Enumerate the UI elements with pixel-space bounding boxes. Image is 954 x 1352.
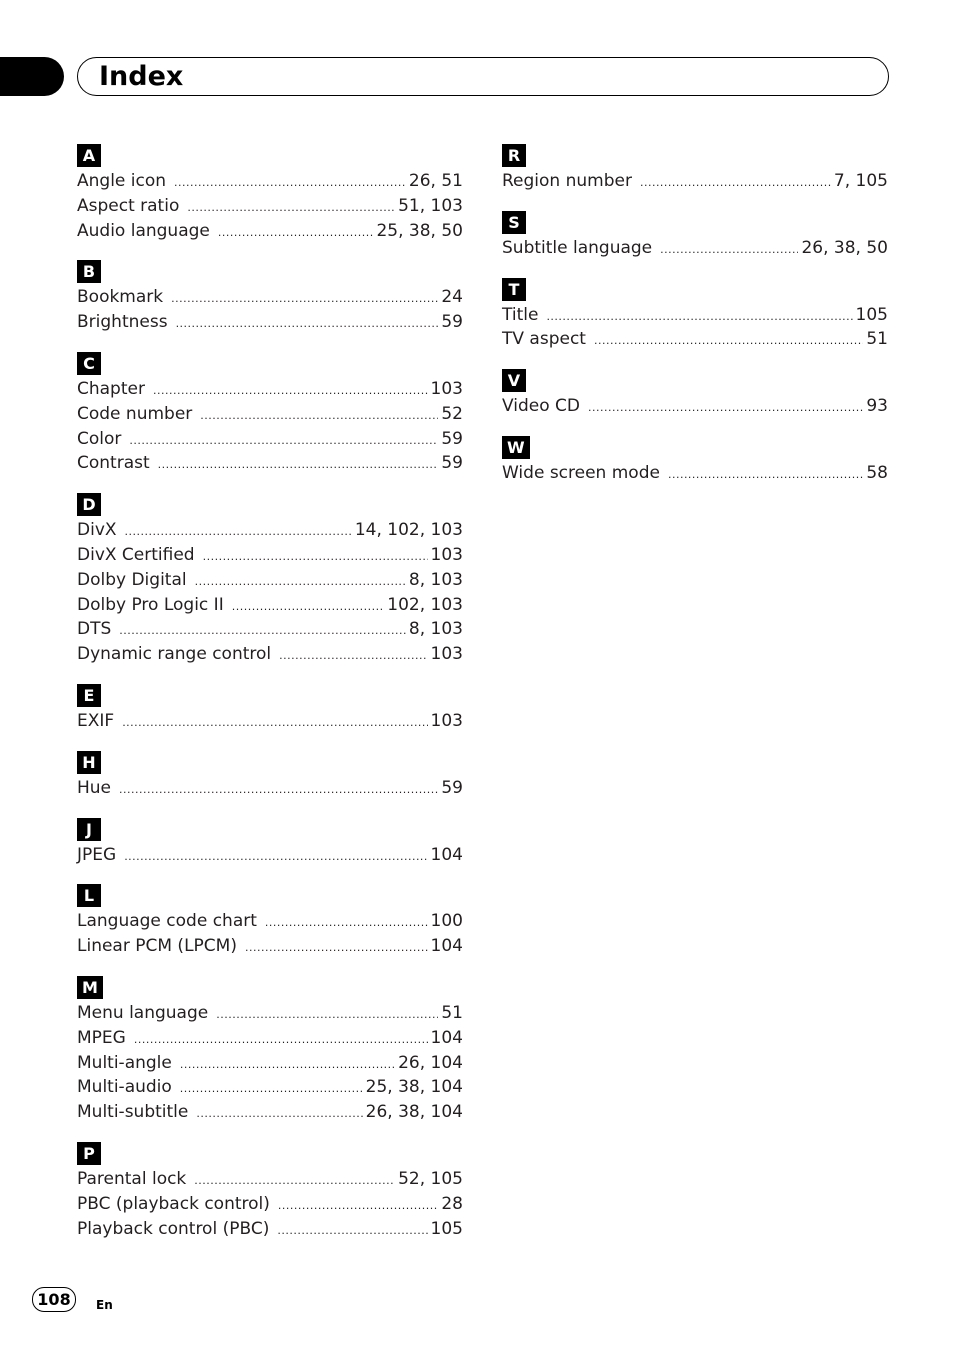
entry-pages: 103 — [430, 378, 463, 399]
dot-leader — [277, 1219, 427, 1243]
entry-pages: 104 — [430, 936, 463, 957]
entry-pages: 52 — [441, 403, 463, 424]
index-entry — [77, 403, 463, 428]
index-entry — [77, 286, 463, 311]
entry-term: Language code chart — [77, 911, 257, 932]
dot-leader — [125, 520, 352, 544]
section-letter: L — [77, 884, 101, 907]
entry-pages: 26, 38, 50 — [801, 237, 888, 258]
index-entry — [77, 935, 463, 960]
index-section-m — [77, 976, 463, 1126]
entry-pages: 24 — [441, 287, 463, 308]
index-entry — [502, 304, 888, 329]
index-entry — [502, 328, 888, 353]
index-entry — [77, 1027, 463, 1052]
dot-leader — [588, 396, 863, 420]
dot-leader — [119, 619, 406, 643]
index-section-t — [502, 278, 888, 354]
dot-leader — [129, 429, 438, 453]
entry-pages: 8, 103 — [408, 619, 463, 640]
entry-pages: 105 — [855, 304, 888, 325]
dot-leader — [203, 545, 428, 569]
entry-term: Multi-angle — [77, 1052, 172, 1073]
index-entry — [77, 195, 463, 220]
entry-pages: 14, 102, 103 — [354, 520, 463, 541]
index-column-right — [502, 144, 888, 503]
entry-pages: 103 — [430, 544, 463, 565]
index-section-h — [77, 751, 463, 802]
entry-term: Color — [77, 428, 122, 449]
dot-leader — [265, 911, 428, 935]
dot-leader — [200, 404, 438, 428]
entry-pages: 26, 104 — [398, 1052, 463, 1073]
header-tab-block — [0, 57, 64, 96]
page-title: Index — [99, 61, 184, 92]
dot-leader — [122, 711, 427, 735]
index-entry — [502, 170, 888, 195]
dot-leader — [594, 329, 863, 353]
dot-leader — [187, 196, 395, 220]
entry-term: Multi-audio — [77, 1077, 172, 1098]
index-entry — [77, 569, 463, 594]
entry-pages: 28 — [441, 1193, 463, 1214]
entry-term: Code number — [77, 403, 193, 424]
dot-leader — [174, 171, 406, 195]
index-section-e — [77, 684, 463, 735]
index-entry — [77, 170, 463, 195]
entry-pages: 103 — [430, 644, 463, 665]
entry-pages: 7, 105 — [833, 171, 888, 191]
entry-pages: 93 — [866, 396, 888, 417]
index-section-d — [77, 493, 463, 668]
entry-term: Audio language — [77, 220, 210, 241]
dot-leader — [279, 644, 427, 668]
entry-term: MPEG — [77, 1027, 126, 1048]
entry-term: PBC (playback control) — [77, 1193, 270, 1214]
entry-term: TV aspect — [502, 329, 586, 350]
index-section-v — [502, 369, 888, 420]
index-entry — [77, 1002, 463, 1027]
entry-pages: 8, 103 — [408, 569, 463, 590]
index-entry — [77, 519, 463, 544]
dot-leader — [218, 221, 374, 245]
index-entry — [77, 777, 463, 802]
section-letter: P — [77, 1142, 101, 1165]
section-letter: V — [502, 369, 526, 392]
language-label: En — [96, 1298, 113, 1312]
section-letter: S — [502, 211, 526, 234]
dot-leader — [124, 845, 427, 869]
header-bar — [77, 57, 889, 96]
index-section-w — [502, 436, 888, 487]
entry-term: Linear PCM (LPCM) — [77, 936, 237, 957]
index-entry — [77, 618, 463, 643]
entry-term: DivX Certified — [77, 544, 195, 565]
entry-pages: 26, 51 — [408, 171, 463, 191]
entry-term: Title — [502, 304, 539, 325]
index-entry — [77, 1218, 463, 1243]
entry-term: Angle icon — [77, 171, 167, 191]
dot-leader — [668, 463, 863, 487]
entry-pages: 25, 38, 104 — [365, 1077, 463, 1098]
dot-leader — [660, 238, 798, 262]
index-column-left — [77, 144, 463, 1258]
entry-pages: 102, 103 — [387, 594, 463, 615]
entry-term: Dolby Pro Logic II — [77, 594, 224, 615]
entry-term: Wide screen mode — [502, 462, 660, 483]
dot-leader — [216, 1003, 438, 1027]
section-letter: D — [77, 493, 101, 516]
entry-pages: 103 — [430, 710, 463, 731]
entry-term: Playback control (PBC) — [77, 1218, 270, 1239]
entry-pages: 51 — [866, 329, 888, 350]
entry-term: DTS — [77, 619, 112, 640]
dot-leader — [119, 778, 438, 802]
dot-leader — [194, 1169, 395, 1193]
entry-pages: 100 — [430, 911, 463, 932]
index-entry — [77, 311, 463, 336]
entry-pages: 58 — [866, 462, 888, 483]
entry-term: Subtitle language — [502, 237, 653, 258]
entry-pages: 59 — [441, 428, 463, 449]
index-entry — [77, 643, 463, 668]
entry-term: JPEG — [77, 844, 117, 865]
index-section-s — [502, 211, 888, 262]
entry-pages: 105 — [430, 1218, 463, 1239]
dot-leader — [546, 305, 852, 329]
index-entry — [77, 220, 463, 245]
section-letter: C — [77, 352, 101, 375]
entry-term: Video CD — [502, 396, 580, 417]
index-entry — [77, 910, 463, 935]
dot-leader — [180, 1053, 395, 1077]
dot-leader — [134, 1028, 428, 1052]
entry-pages: 104 — [430, 1027, 463, 1048]
entry-term: Menu language — [77, 1002, 209, 1023]
dot-leader — [153, 379, 428, 403]
section-letter: R — [502, 144, 526, 167]
entry-term: DivX — [77, 520, 117, 541]
index-section-p — [77, 1142, 463, 1242]
entry-term: Dynamic range control — [77, 644, 272, 665]
index-entry — [77, 1193, 463, 1218]
entry-term: Hue — [77, 777, 112, 798]
entry-term: Bookmark — [77, 287, 164, 308]
section-letter: H — [77, 751, 101, 774]
dot-leader — [278, 1194, 438, 1218]
entry-pages: 26, 38, 104 — [365, 1102, 463, 1123]
section-letter: T — [502, 278, 526, 301]
entry-pages: 59 — [441, 312, 463, 333]
dot-leader — [195, 570, 406, 594]
dot-leader — [158, 453, 439, 477]
section-letter: E — [77, 684, 101, 707]
entry-term: Aspect ratio — [77, 195, 180, 216]
index-entry — [77, 544, 463, 569]
entry-pages: 52, 105 — [398, 1168, 463, 1189]
dot-leader — [180, 1077, 363, 1101]
entry-term: Region number — [502, 171, 632, 191]
entry-term: Multi-subtitle — [77, 1102, 189, 1123]
index-entry — [77, 1168, 463, 1193]
index-section-r — [502, 144, 888, 195]
entry-pages: 59 — [441, 777, 463, 798]
entry-term: Brightness — [77, 312, 168, 333]
index-entry — [77, 1052, 463, 1077]
entry-term: Parental lock — [77, 1168, 187, 1189]
section-letter: M — [77, 976, 103, 999]
entry-pages: 59 — [441, 453, 463, 474]
index-entry — [77, 452, 463, 477]
entry-term: Contrast — [77, 453, 150, 474]
index-section-l — [77, 884, 463, 960]
index-entry — [502, 462, 888, 487]
index-entry — [77, 1101, 463, 1126]
entry-term: Chapter — [77, 378, 145, 399]
entry-term: EXIF — [77, 710, 115, 731]
index-section-j — [77, 818, 463, 869]
index-entry — [77, 710, 463, 735]
index-entry — [77, 594, 463, 619]
entry-pages: 104 — [430, 844, 463, 865]
index-section-c — [77, 352, 463, 477]
index-entry — [77, 1076, 463, 1101]
entry-pages: 51, 103 — [398, 195, 463, 216]
dot-leader — [176, 312, 439, 336]
section-letter: B — [77, 260, 101, 283]
section-letter: W — [502, 436, 530, 459]
page-number: 108 — [32, 1287, 76, 1312]
index-entry — [77, 378, 463, 403]
section-letter: J — [77, 818, 101, 841]
index-section-b — [77, 260, 463, 336]
dot-leader — [232, 595, 385, 619]
entry-term: Dolby Digital — [77, 569, 187, 590]
index-entry — [77, 428, 463, 453]
index-entry — [502, 395, 888, 420]
index-section-a — [77, 144, 463, 244]
index-entry — [502, 237, 888, 262]
dot-leader — [640, 171, 831, 195]
entry-pages: 25, 38, 50 — [376, 220, 463, 241]
dot-leader — [171, 287, 438, 311]
dot-leader — [196, 1102, 362, 1126]
index-entry — [77, 844, 463, 869]
dot-leader — [245, 936, 428, 960]
section-letter: A — [77, 144, 101, 167]
entry-pages: 51 — [441, 1002, 463, 1023]
